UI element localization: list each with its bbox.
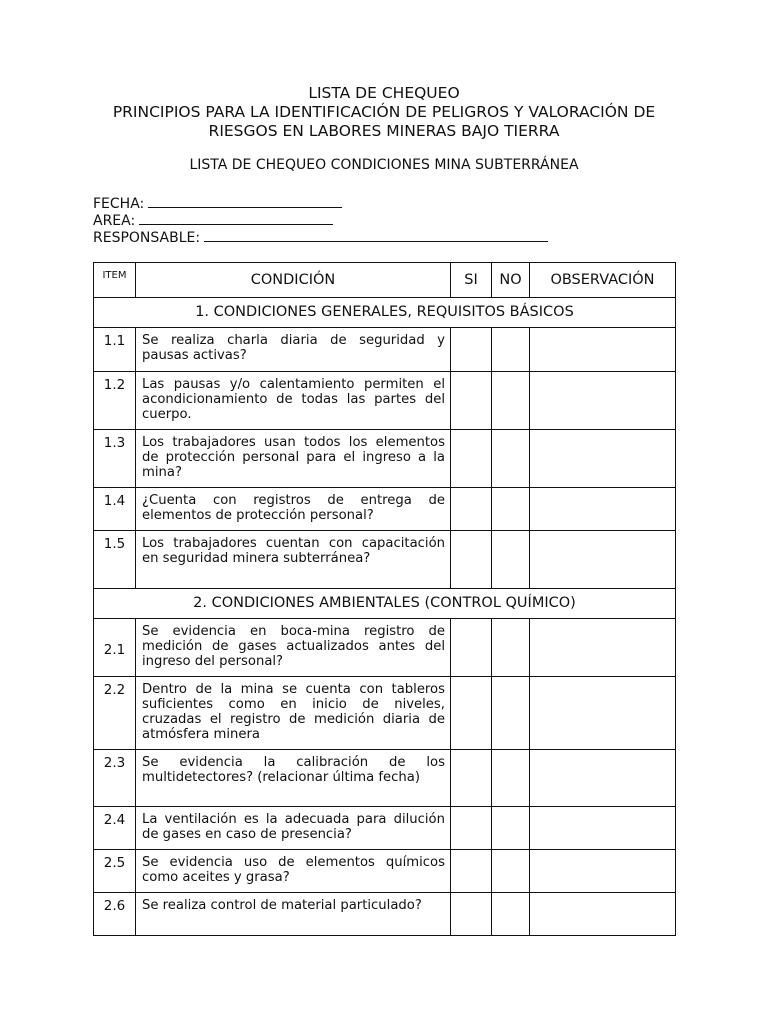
- item-number: 2.4: [94, 807, 136, 850]
- item-number: 2.5: [94, 850, 136, 893]
- no-cell[interactable]: [492, 531, 530, 589]
- si-cell[interactable]: [451, 430, 492, 488]
- observacion-cell[interactable]: [530, 488, 676, 531]
- no-cell[interactable]: [492, 677, 530, 750]
- document-title: [60, 84, 708, 141]
- section-row-2: [94, 589, 676, 619]
- no-cell[interactable]: [492, 430, 530, 488]
- title-line-3: RIESGOS EN LABORES MINERAS BAJO TIERRA: [208, 122, 560, 140]
- no-cell[interactable]: [492, 750, 530, 807]
- si-cell[interactable]: [451, 488, 492, 531]
- title-line-1: LISTA DE CHEQUEO: [308, 84, 460, 102]
- section-title: 2. CONDICIONES AMBIENTALES (CONTROL QUÍMICO): [94, 589, 676, 619]
- table-row: [94, 372, 676, 430]
- table-row: [94, 750, 676, 807]
- condition-text: Se realiza control de material particulado?: [136, 893, 451, 936]
- table-row: [94, 893, 676, 936]
- table-row: [94, 430, 676, 488]
- condition-text: Se evidencia la calibración de los multidetectores? (relacionar última fecha): [136, 750, 451, 807]
- item-number: 1.2: [94, 372, 136, 430]
- table-row: [94, 807, 676, 850]
- observacion-cell[interactable]: [530, 372, 676, 430]
- item-number: 2.6: [94, 893, 136, 936]
- no-cell[interactable]: [492, 893, 530, 936]
- observacion-cell[interactable]: [530, 619, 676, 677]
- header-observacion: OBSERVACIÓN: [530, 263, 676, 298]
- observacion-cell[interactable]: [530, 893, 676, 936]
- si-cell[interactable]: [451, 619, 492, 677]
- section-title: 1. CONDICIONES GENERALES, REQUISITOS BÁSICOS: [94, 298, 676, 328]
- condition-text: La ventilación es la adecuada para dilución de gases en caso de presencia?: [136, 807, 451, 850]
- table-row: [94, 328, 676, 372]
- responsable-blank-line[interactable]: [204, 229, 548, 242]
- item-number: 2.2: [94, 677, 136, 750]
- condition-text: Se evidencia uso de elementos químicos como aceites y grasa?: [136, 850, 451, 893]
- condition-text: Se realiza charla diaria de seguridad y pausas activas?: [136, 328, 451, 372]
- table-row: [94, 850, 676, 893]
- header-no: NO: [492, 263, 530, 298]
- area-field[interactable]: [93, 212, 333, 230]
- responsable-label: RESPONSABLE:: [93, 230, 201, 246]
- table-row: [94, 677, 676, 750]
- observacion-cell[interactable]: [530, 750, 676, 807]
- no-cell[interactable]: [492, 850, 530, 893]
- title-line-2: PRINCIPIOS PARA LA IDENTIFICACIÓN DE PELIGROS Y VALORACIÓN DE: [112, 103, 656, 121]
- header-item: ITEM: [94, 263, 136, 298]
- condition-text: Los trabajadores usan todos los elementos de protección personal para el ingreso a la mina?: [136, 430, 451, 488]
- item-number: 1.5: [94, 531, 136, 589]
- observacion-cell[interactable]: [530, 850, 676, 893]
- fecha-field[interactable]: [93, 195, 342, 213]
- si-cell[interactable]: [451, 372, 492, 430]
- si-cell[interactable]: [451, 893, 492, 936]
- si-cell[interactable]: [451, 850, 492, 893]
- table-row: [94, 531, 676, 589]
- condition-text: Dentro de la mina se cuenta con tableros suficientes como en inicio de niveles, cruzadas el registro de medición diaria de atmósfera minera: [136, 677, 451, 750]
- document-subtitle: LISTA DE CHEQUEO CONDICIONES MINA SUBTERRÁNEA: [189, 157, 579, 173]
- observacion-cell[interactable]: [530, 807, 676, 850]
- observacion-cell[interactable]: [530, 430, 676, 488]
- area-label: AREA:: [93, 213, 136, 229]
- header-condicion: CONDICIÓN: [136, 263, 451, 298]
- area-blank-line[interactable]: [139, 212, 333, 225]
- observacion-cell[interactable]: [530, 677, 676, 750]
- no-cell[interactable]: [492, 807, 530, 850]
- table-row: [94, 619, 676, 677]
- item-number: 1.4: [94, 488, 136, 531]
- table-row: [94, 488, 676, 531]
- si-cell[interactable]: [451, 807, 492, 850]
- item-number: 1.1: [94, 328, 136, 372]
- condition-text: Se evidencia en boca-mina registro de medición de gases actualizados antes del ingreso del personal?: [136, 619, 451, 677]
- condition-text: ¿Cuenta con registros de entrega de elementos de protección personal?: [136, 488, 451, 531]
- si-cell[interactable]: [451, 677, 492, 750]
- condition-text: Las pausas y/o calentamiento permiten el acondicionamiento de todas las partes del cuerpo.: [136, 372, 451, 430]
- no-cell[interactable]: [492, 372, 530, 430]
- responsable-field[interactable]: [93, 229, 548, 247]
- item-number: 1.3: [94, 430, 136, 488]
- condition-text: Los trabajadores cuentan con capacitación en seguridad minera subterránea?: [136, 531, 451, 589]
- section-row-1: [94, 298, 676, 328]
- observacion-cell[interactable]: [530, 531, 676, 589]
- no-cell[interactable]: [492, 619, 530, 677]
- table-header-row: [94, 263, 676, 298]
- si-cell[interactable]: [451, 531, 492, 589]
- si-cell[interactable]: [451, 750, 492, 807]
- no-cell[interactable]: [492, 328, 530, 372]
- observacion-cell[interactable]: [530, 328, 676, 372]
- header-si: SI: [451, 263, 492, 298]
- item-number: 2.1: [94, 619, 136, 677]
- item-number: 2.3: [94, 750, 136, 807]
- no-cell[interactable]: [492, 488, 530, 531]
- si-cell[interactable]: [451, 328, 492, 372]
- fecha-label: FECHA:: [93, 196, 145, 212]
- fecha-blank-line[interactable]: [148, 195, 342, 208]
- checklist-table: [93, 262, 676, 936]
